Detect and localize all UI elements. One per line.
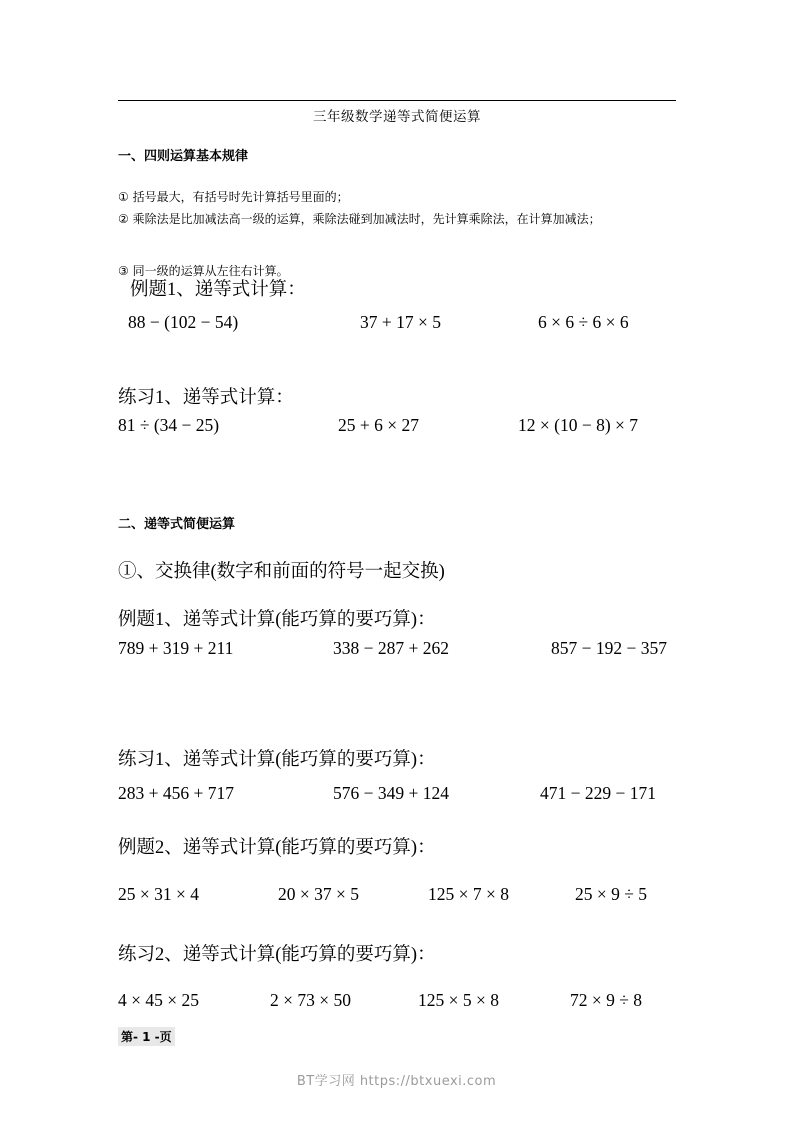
rule-item-3: ③ 同一级的运算从左往右计算。	[118, 264, 289, 278]
practice-1-label: 练习1、递等式计算：	[118, 388, 294, 408]
practice-2-2-item-1: 4 × 45 × 25	[118, 990, 199, 1010]
example-1-item-2: 37 + 17 × 5	[360, 312, 441, 332]
section-heading-2: 二、递等式简便运算	[118, 517, 236, 532]
practice-1-item-3: 12 × (10 − 8) × 7	[518, 415, 639, 435]
example-2-2-item-2: 20 × 37 × 5	[278, 884, 359, 904]
watermark-text: BT学习网 https://btxuexi.com	[296, 1074, 497, 1089]
practice-2-2-item-4: 72 × 9 ÷ 8	[570, 990, 642, 1010]
practice-2-1-item-2: 576 − 349 + 124	[333, 783, 449, 803]
practice-2-1-item-3: 471 − 229 − 171	[540, 783, 656, 803]
practice-1-item-1: 81 ÷ (34 − 25)	[118, 415, 220, 435]
example-2-2-item-4: 25 × 9 ÷ 5	[575, 884, 647, 904]
rule-item-2: ② 乘除法是比加减法高一级的运算，乘除法碰到加减法时，先计算乘除法，在计算加减法；	[118, 212, 601, 226]
section-heading-1: 一、四则运算基本规律	[118, 149, 249, 164]
page-title: 三年级数学递等式简便运算	[313, 109, 481, 125]
practice-1-item-2: 25 + 6 × 27	[338, 415, 419, 435]
example-1-item-1: 88 − (102 − 54)	[128, 312, 239, 332]
law-1-title: ①、交换律(数字和前面的符号一起交换)	[118, 562, 445, 582]
page-number: 第- 1 -页	[118, 1027, 175, 1046]
practice-2-1-label: 练习1、递等式计算(能巧算的要巧算)：	[118, 750, 436, 770]
example-2-1-label: 例题1、递等式计算(能巧算的要巧算)：	[118, 610, 436, 630]
practice-2-2-item-3: 125 × 5 × 8	[418, 990, 499, 1010]
example-1-item-3: 6 × 6 ÷ 6 × 6	[538, 312, 629, 332]
example-2-2-item-1: 25 × 31 × 4	[118, 884, 199, 904]
example-2-1-item-3: 857 − 192 − 357	[551, 638, 667, 658]
example-2-1-item-2: 338 − 287 + 262	[333, 638, 449, 658]
example-2-1-item-1: 789 + 319 + 211	[118, 638, 234, 658]
rule-item-1: ① 括号最大，有括号时先计算括号里面的；	[118, 190, 349, 204]
practice-2-2-item-2: 2 × 73 × 50	[270, 990, 351, 1010]
practice-2-1-item-1: 283 + 456 + 717	[118, 783, 234, 803]
example-2-2-item-3: 125 × 7 × 8	[428, 884, 509, 904]
header-divider	[118, 100, 676, 101]
example-2-2-label: 例题2、递等式计算(能巧算的要巧算)：	[118, 838, 436, 858]
practice-2-2-label: 练习2、递等式计算(能巧算的要巧算)：	[118, 945, 436, 965]
example-1-label: 例题1、递等式计算：	[130, 280, 306, 300]
